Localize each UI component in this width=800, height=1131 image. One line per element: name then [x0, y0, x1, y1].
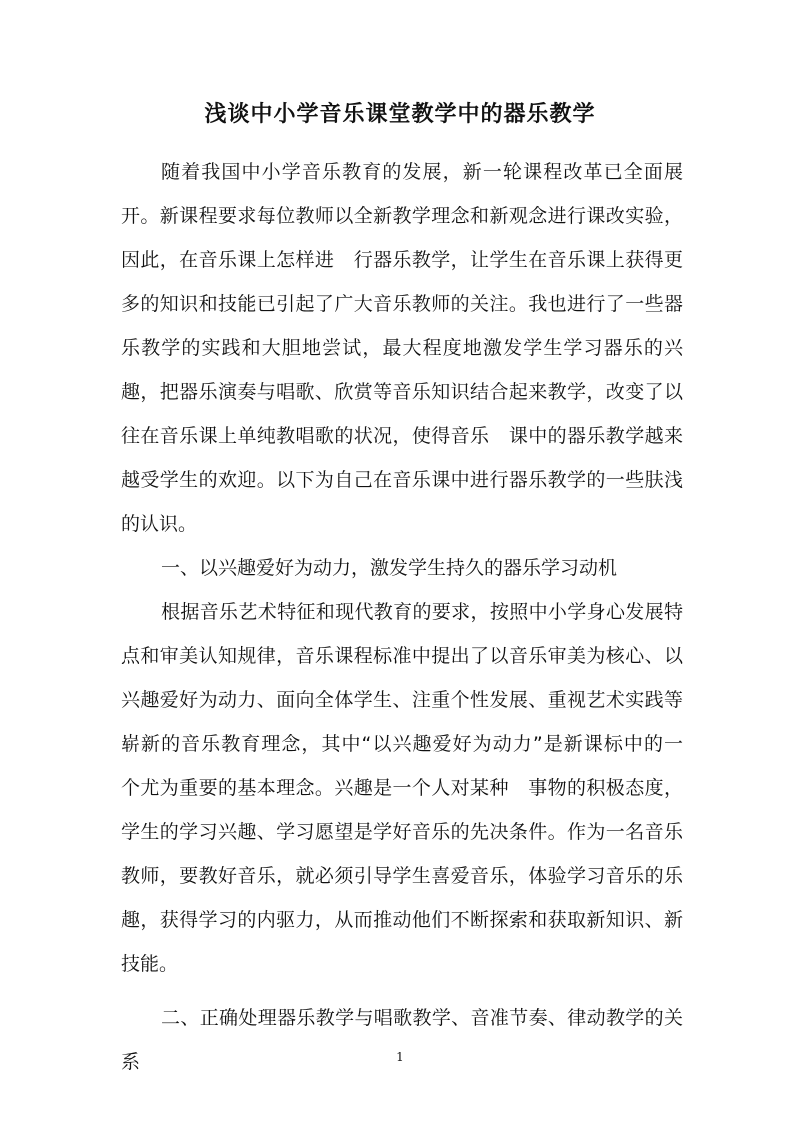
- text-line: 多的知识和技能已引起了广大音乐教师的关注。我也进行了一些器: [121, 293, 683, 315]
- text-line: 乐教学的实践和大胆地尝试，最大程度地激发学生学习器乐的兴: [121, 337, 683, 359]
- text-line: 教师，要教好音乐，就必须引导学生喜爱音乐，体验学习音乐的乐: [121, 865, 683, 887]
- section-heading-1: [121, 546, 683, 590]
- text-line: 随着我国中小学音乐教育的发展，新一轮课程改革已全面展: [161, 161, 683, 183]
- text-line: 学生的学习兴趣、学习愿望是学好音乐的先决条件。作为一名音乐: [121, 821, 683, 843]
- heading-line: 二、正确处理器乐教学与唱歌教学、音准节奏、律动教学的关: [161, 1007, 683, 1029]
- text-line: 开。新课程要求每位教师以全新教学理念和新观念进行课改实验，: [121, 205, 683, 227]
- text-line: 趣，获得学习的内驱力，从而推动他们不断探索和获取新知识、新: [121, 909, 683, 931]
- text-line: 根据音乐艺术特征和现代教育的要求，按照中小学身心发展特: [161, 601, 683, 623]
- heading-line: 系: [121, 1051, 141, 1073]
- text-line: 趣，把器乐演奏与唱歌、欣赏等音乐知识结合起来教学，改变了以: [121, 381, 683, 403]
- text-line: 兴趣爱好为动力、面向全体学生、注重个性发展、重视艺术实践等: [121, 689, 683, 711]
- text-line: 个尤为重要的基本理念。兴趣是一个人对某种 事物的积极态度，: [121, 777, 683, 799]
- heading-line: 一、以兴趣爱好为动力，激发学生持久的器乐学习动机: [161, 557, 618, 579]
- page-number: 1: [396, 1050, 404, 1064]
- text-line: 技能。: [121, 953, 179, 975]
- paragraph-gap: [121, 986, 683, 996]
- paragraph-intro: [121, 150, 683, 546]
- text-line: 因此，在音乐课上怎样进 行器乐教学，让学生在音乐课上获得更: [121, 249, 683, 271]
- document-body: [121, 150, 683, 1084]
- text-line: 的认识。: [121, 513, 198, 535]
- paragraph-section-1: [121, 590, 683, 986]
- document-title: 浅谈中小学音乐课堂教学中的器乐教学: [204, 102, 596, 127]
- text-line: 点和审美认知规律，音乐课程标准中提出了以音乐审美为核心、以: [121, 645, 683, 667]
- section-heading-2: [121, 996, 683, 1084]
- text-line: 越受学生的欢迎。以下为自己在音乐课中进行器乐教学的一些肤浅: [121, 469, 683, 491]
- text-line: 往在音乐课上单纯教唱歌的状况，使得音乐 课中的器乐教学越来: [121, 425, 683, 447]
- text-line: 崭新的音乐教育理念，其中“以兴趣爱好为动力”是新课标中的一: [121, 733, 683, 755]
